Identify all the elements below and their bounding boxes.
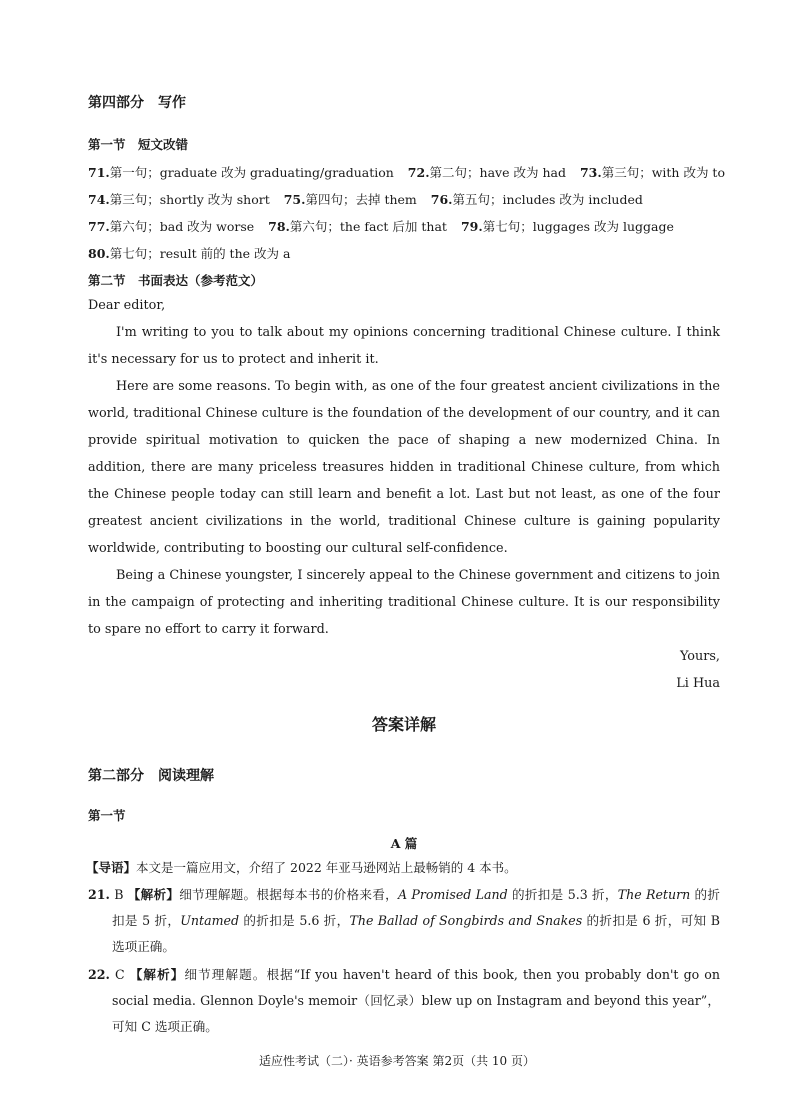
q22-answer: C bbox=[115, 967, 125, 982]
correction-76: 第五句；includes 改为 included bbox=[452, 192, 643, 207]
part4-title: 第四部分 写作 bbox=[88, 95, 186, 111]
guide-text: 本文是一篇应用文，介绍了 2022 年亚马逊网站上最畅销的 4 本书。 bbox=[136, 860, 517, 875]
book-untamed: Untamed bbox=[180, 913, 240, 928]
passage-a-title: A 篇 bbox=[390, 836, 418, 851]
q21-answer: B bbox=[114, 887, 124, 902]
book-a-promised-land: A Promised Land bbox=[397, 887, 508, 902]
section2-title: 第二节 书面表达（参考范文） bbox=[88, 273, 264, 288]
correction-79: 第七句；luggages 改为 luggage bbox=[482, 219, 674, 234]
letter-closing: Yours, bbox=[679, 649, 720, 664]
corrections-row-2: 74.第三句；shortly 改为 short 75.第四句；去掉 them 76.第五句；includes 改为 included bbox=[88, 192, 643, 207]
book-ballad-songbirds-snakes: The Ballad of Songbirds and Snakes bbox=[349, 913, 583, 928]
correction-74: 第三句；shortly 改为 short bbox=[109, 192, 270, 207]
letter-paragraph-3: Being a Chinese youngster, I sincerely appeal to the Chinese government and citizens to join in the campaign of protecting and inheriting traditional Chinese culture. It is our responsibility to spare no effort to carry it forward. bbox=[88, 568, 720, 637]
letter-paragraph-1: I'm writing to you to talk about my opinions concerning traditional Chinese culture. I think it's necessary for us to protect and inherit it. bbox=[88, 325, 720, 367]
question-22-explanation: 22. C 【解析】细节理解题。根据“If you haven't heard of this book, then you probably don't go on social media. Glennon Doyle's memoir（回忆录）blew up on Instagram and beyond this year”，可知 C 选项正确。 bbox=[88, 967, 720, 1034]
letter-paragraph-2: Here are some reasons. To begin with, as one of the four greatest ancient civilizations in the world, traditional Chinese culture is the foundation of the development of our country, and it can provide spiritual motivation to quicken the pace of shaping a new modernized China. In addition, there are many priceless treasures hidden in traditional Chinese culture, from which the Chinese people today can still learn and benefit a lot. Last but not least, as one of the four greatest ancient civilizations in the world, traditional Chinese culture is gaining popularity worldwide, contributing to boosting our cultural self-confidence. bbox=[88, 379, 720, 556]
correction-77: 第六句；bad 改为 worse bbox=[109, 219, 255, 234]
page-footer: 适应性考试（二）· 英语参考答案 第2页（共 10 页） bbox=[259, 1054, 535, 1068]
correction-72: 第二句；have 改为 had bbox=[429, 165, 566, 180]
corrections-row-1: 71.第一句；graduate 改为 graduating/graduation 72.第二句；have 改为 had 73.第三句；with 改为 to bbox=[88, 165, 725, 180]
correction-78: 第六句；the fact 后加 that bbox=[289, 219, 447, 234]
book-the-return: The Return bbox=[617, 887, 691, 902]
details-section1-title: 第一节 bbox=[88, 808, 126, 823]
correction-75: 第四句；去掉 them bbox=[305, 192, 417, 207]
question-21-explanation: 21. B 【解析】细节理解题。根据每本书的价格来看，A Promised Land 的折扣是 5.3 折，The Return 的折扣是 5 折，Untamed 的折扣是 5.6 折，The Ballad of Songbirds and Snakes 的折扣是 6 折，可知 B 选项正确。 bbox=[88, 887, 720, 954]
correction-71: 第一句；graduate 改为 graduating/graduation bbox=[109, 165, 394, 180]
corrections-row-4: 80.第七句；result 前的 the 改为 a bbox=[88, 246, 291, 261]
part2-title: 第二部分 阅读理解 bbox=[88, 768, 214, 784]
details-title: 答案详解 bbox=[371, 715, 436, 734]
guide-line: 【导语】本文是一篇应用文，介绍了 2022 年亚马逊网站上最畅销的 4 本书。 bbox=[86, 860, 517, 875]
section1-title: 第一节 短文改错 bbox=[88, 137, 189, 152]
letter-salutation: Dear editor, bbox=[88, 298, 166, 313]
letter-signature: Li Hua bbox=[676, 676, 720, 691]
corrections-row-3: 77.第六句；bad 改为 worse 78.第六句；the fact 后加 that 79.第七句；luggages 改为 luggage bbox=[88, 219, 674, 234]
correction-73: 第三句；with 改为 to bbox=[601, 165, 725, 180]
correction-80: 第七句；result 前的 the 改为 a bbox=[109, 246, 291, 261]
